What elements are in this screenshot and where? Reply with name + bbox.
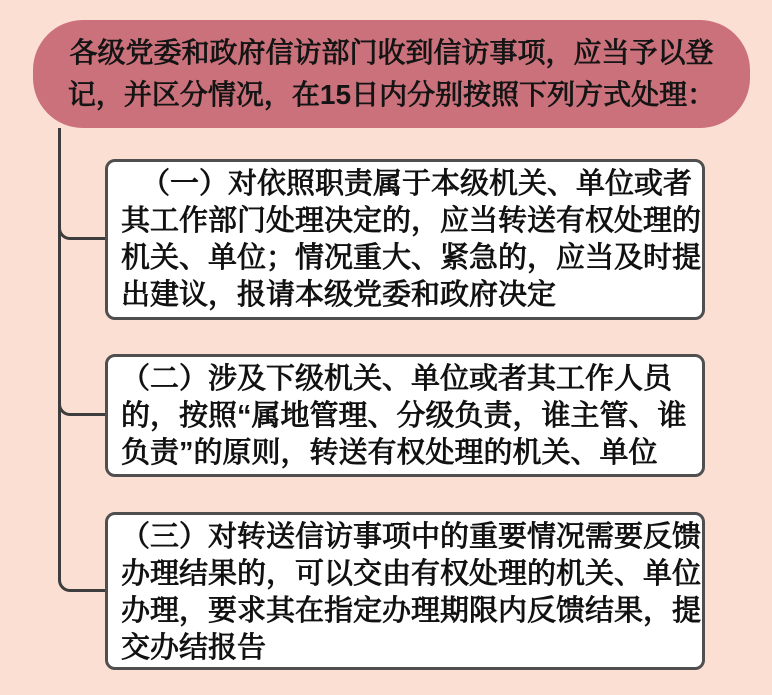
item-3-line-3: 办理，要求其在指定办理期限内反馈结果，提 (121, 595, 702, 627)
header-line-2: 记，并区分情况，在15日内分别按照下列方式处理： (67, 79, 716, 110)
item-1-line-2: 其工作部门处理决定的，应当转送有权处理的 (121, 205, 702, 237)
header-banner (33, 20, 750, 128)
item-3-line-2: 办理结果的，可以交由有权处理的机关、单位 (121, 558, 702, 590)
connector-elbow-3 (58, 128, 105, 592)
item-1-line-4: 出建议，报请本级党委和政府决定 (121, 279, 557, 311)
item-3-line-1: （三）对转送信访事项中的重要情况需要反馈 (121, 521, 702, 553)
item-box-2 (105, 354, 705, 477)
header-line-1: 各级党委和政府信访部门收到信访事项，应当予以登 (69, 37, 714, 68)
item-3-line-4: 交办结报告 (121, 632, 267, 664)
item-1-line-3: 机关、单位；情况重大、紧急的，应当及时提 (121, 242, 702, 274)
item-2-line-1: （二）涉及下级机关、单位或者其工作人员 (121, 363, 673, 395)
item-2-line-3: 负责”的原则，转送有权处理的机关、单位 (121, 437, 658, 469)
item-box-1 (105, 159, 705, 320)
item-1-line-1: （一）对依照职责属于本级机关、单位或者 (141, 168, 693, 200)
item-2-line-2: 的，按照“属地管理、分级负责，谁主管、谁 (121, 400, 687, 432)
item-box-3 (105, 512, 705, 670)
